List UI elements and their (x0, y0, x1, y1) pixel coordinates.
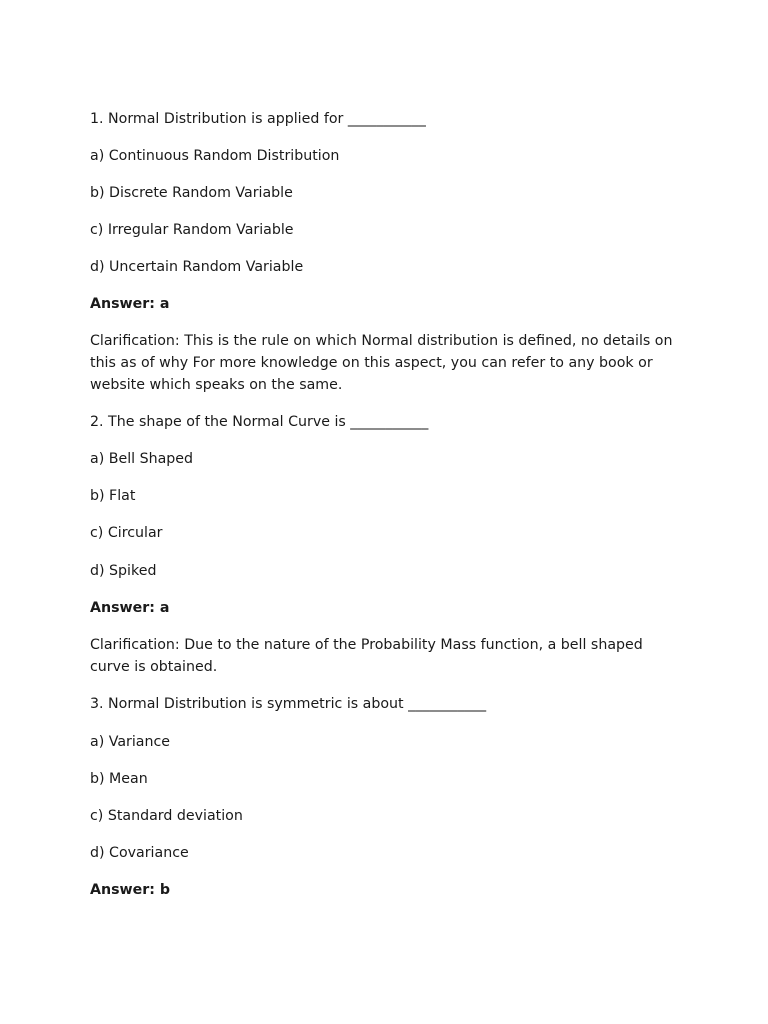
question-3-option-b: b) Mean (90, 771, 148, 787)
question-1-clarification: Clarification: This is the rule on which Normal distribution is defined, no details on this as of why For more knowledge on this aspect, you can refer to any book or website which speaks on the same. (90, 333, 673, 393)
question-3-option-a: a) Variance (90, 734, 171, 750)
question-3-option-d: d) Covariance (90, 845, 189, 861)
question-2-answer: Answer: a (90, 600, 170, 616)
question-3-text: 3. Normal Distribution is symmetric is about ___________ (90, 696, 487, 712)
question-2-option-b: b) Flat (90, 488, 136, 504)
question-1-option-c: c) Irregular Random Variable (90, 222, 294, 238)
question-2-option-a: a) Bell Shaped (90, 451, 194, 467)
document-page (90, 0, 690, 1024)
question-2-text: 2. The shape of the Normal Curve is ___________ (90, 414, 429, 430)
question-1-text: 1. Normal Distribution is applied for ___________ (90, 111, 426, 127)
question-1-option-d: d) Uncertain Random Variable (90, 259, 304, 275)
question-1-option-b: b) Discrete Random Variable (90, 185, 293, 201)
question-2-option-d: d) Spiked (90, 563, 157, 579)
question-2-option-c: c) Circular (90, 525, 163, 541)
question-1-answer: Answer: a (90, 296, 170, 312)
question-2-clarification: Clarification: Due to the nature of the Probability Mass function, a bell shaped curve is obtained. (90, 637, 643, 675)
question-3-answer: Answer: b (90, 882, 171, 898)
question-3-option-c: c) Standard deviation (90, 808, 243, 824)
question-1-option-a: a) Continuous Random Distribution (90, 148, 340, 164)
